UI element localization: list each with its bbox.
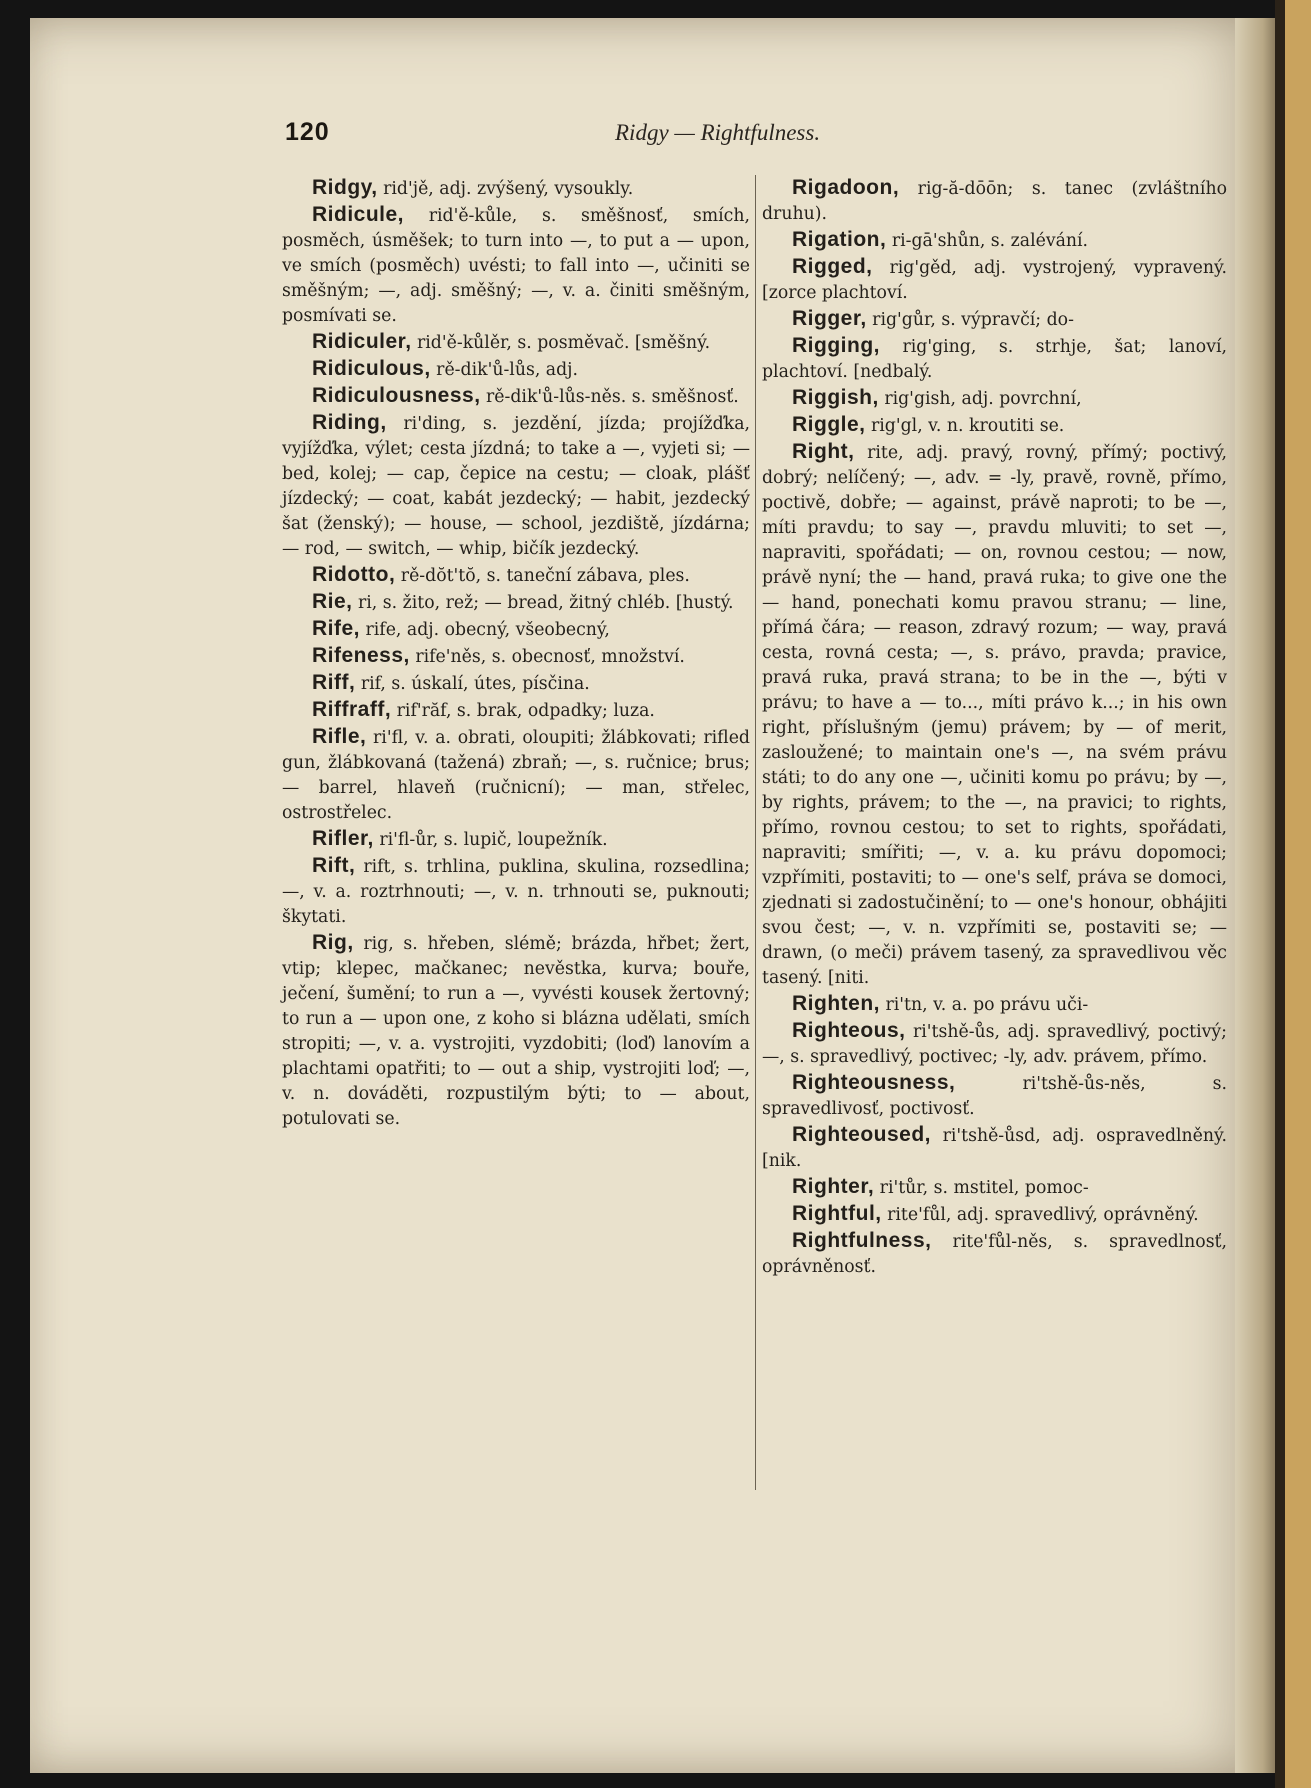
dictionary-entry [762, 439, 1227, 991]
dictionary-entry [762, 991, 1227, 1018]
entry-body: rite'fůl, adj. spravedlivý, oprávněný. [881, 1205, 1199, 1225]
headword: Ridicule, [312, 203, 405, 226]
headword: Riggish, [792, 386, 879, 409]
dictionary-entry [762, 385, 1227, 412]
dictionary-entry [762, 1122, 1227, 1174]
entry-body: rife'něs, s. obecnosť, množství. [409, 647, 685, 667]
entry-body: rig'gl, v. n. kroutiti se. [865, 416, 1065, 436]
entry-body: ri'tshě-ůsd, adj. ospravedlněný. [nik. [762, 1126, 1227, 1171]
entry-body: ri'tshě-ůs-něs, s. spravedlivosť, poctivosť. [762, 1074, 1227, 1119]
headword: Righteoused, [792, 1123, 932, 1146]
entry-body: rig'gish, adj. povrchní, [878, 389, 1082, 409]
headword: Rigadoon, [792, 176, 900, 199]
entry-body: ri'tshě-ůs, adj. spravedlivý, poctivý; —, s. spravedlivý, poctivec; -ly, adv. právem, přímo. [762, 1022, 1227, 1067]
dictionary-entry [282, 697, 750, 724]
headword: Rifler, [312, 827, 374, 850]
entry-body: rid'ě-kůle, s. směšnosť, smích, posměch, úsměšek; to turn into —, to put a — upon, ve smích (posměch) uvésti; to fall into —, učiniti se směšným; —, adj. směšný; —, v. a. činiti směšným, posmívati se. [282, 206, 750, 326]
headword: Ridgy, [312, 176, 378, 199]
dictionary-entry [282, 329, 750, 356]
headword: Riding, [312, 411, 387, 434]
dictionary-entry [282, 383, 750, 410]
headword: Rigger, [792, 307, 867, 330]
dictionary-entry [282, 562, 750, 589]
headword: Rigation, [792, 228, 887, 251]
headword: Rigged, [792, 255, 873, 278]
entry-body: ri'fl, v. a. obrati, oloupiti; žlábkovati; rifled gun, žlábkovaná (tažená) zbraň; —, s. ručnice; brus; — barrel, hlaveň (ručnicní); — man, střelec, ostrostřelec. [282, 728, 750, 823]
headword: Rigging, [792, 334, 880, 357]
dictionary-entry [282, 853, 750, 930]
dictionary-entry [282, 175, 750, 202]
entry-body: rig'gůr, s. výpravčí; do- [866, 310, 1074, 330]
dictionary-entry [282, 410, 750, 562]
entry-body: rě-dik'ů-lůs, adj. [430, 360, 579, 380]
entry-body: rid'jě, adj. zvýšený, vysoukly. [377, 179, 634, 199]
headword: Rift, [312, 854, 356, 877]
dictionary-entry [762, 254, 1227, 306]
entry-body: rif'răf, s. brak, odpadky; luza. [391, 701, 655, 721]
headword: Rifle, [312, 725, 367, 748]
entry-body: rig'gěd, adj. vystrojený, vypravený. [zorce plachtoví. [762, 258, 1227, 303]
left-column [282, 175, 750, 1132]
page-header [285, 118, 1230, 152]
dictionary-entry [762, 1018, 1227, 1070]
dictionary-entry [762, 1070, 1227, 1122]
entry-body: rife, adj. obecný, všeobecný, [360, 620, 610, 640]
entry-body: rite'fůl-něs, s. spravedlnosť, oprávněnosť. [762, 1232, 1227, 1277]
headword: Righteousness, [792, 1071, 956, 1094]
book-cover-edge [1285, 0, 1311, 1788]
dictionary-entry [282, 202, 750, 329]
headword: Rig, [312, 931, 354, 954]
dictionary-entry [282, 930, 750, 1132]
headword: Ridiculousness, [312, 384, 481, 407]
entry-body: rě-dŏt'tŏ, s. taneční zábava, ples. [395, 566, 690, 586]
headword: Riggle, [792, 413, 866, 436]
right-column [762, 175, 1227, 1280]
dictionary-entry [762, 412, 1227, 439]
dictionary-entry [282, 643, 750, 670]
dictionary-entry [282, 589, 750, 616]
dictionary-entry [282, 826, 750, 853]
entry-body: rid'ě-kůlěr, s. posměvač. [směšný. [411, 333, 711, 353]
entry-body: ri'tůr, s. mstitel, pomoc- [874, 1178, 1089, 1198]
dictionary-entry [282, 616, 750, 643]
dictionary-entry [282, 356, 750, 383]
page-curl-shadow [1235, 18, 1275, 1773]
entry-body: ri'tn, v. a. po právu uči- [880, 995, 1089, 1015]
entry-body: rite, adj. pravý, rovný, přímý; poctivý, dobrý; nelíčený; —, adv. = -ly, pravě, rovně, přímo, poctivě, dobře; — against, právě naproti; to be —, míti pravdu; to say —, pravdu mluviti; to set —, napraviti, spořádati; — on, rovnou cestou; — now, právě nyní; the — hand, pravá ruka; to give one the — hand, ponechati komu pravou stranu; — line, přímá čára; — reason, zdravý rozum; — way, pravá cesta, rovná cesta; —, s. právo, pravda; pravice, pravá ruka, pravá strana; to be in the —, býti v právu; to have a — to..., míti právo k...; in his own right, příslušným (jemu) právem; by — of merit, zasloužené; to maintain one's —, na svém právu státi; to do any one —, učiniti komu po právu; by —, by rights, právem; to the —, na pravici; to rights, přímo, rovnou cestou; to set to rights, spořádati, napraviti; smířiti; —, v. a. ku právu dopomoci; vzpřímiti, postaviti; to — one's self, práva se domoci, zjednati si zadostučinění; to — one's honour, obhájiti svou čest; —, v. n. vzpřímiti se, postaviti se; — drawn, (o meči) právem tasený, za spravedlivou věc tasený. [niti. [762, 443, 1227, 988]
dictionary-entry [762, 175, 1227, 227]
headword: Rightfulness, [792, 1229, 932, 1252]
entry-body: rig'ging, s. strhje, šat; lanoví, plachtoví. [nedbalý. [762, 337, 1227, 382]
dictionary-entry [282, 670, 750, 697]
dictionary-entry [762, 227, 1227, 254]
running-title: Ridgy — Rightfulness. [615, 120, 821, 145]
entry-body: rě-dik'ů-lůs-něs. s. směšnosť. [480, 387, 739, 407]
entry-body: ri-gā'shůn, s. zalévání. [886, 231, 1089, 251]
headword: Right, [792, 440, 855, 463]
headword: Riff, [312, 671, 356, 694]
headword: Righten, [792, 992, 880, 1015]
dictionary-entry [282, 724, 750, 826]
headword: Ridiculous, [312, 357, 431, 380]
entry-body: rig-ă-dōōn; s. tanec (zvláštního druhu). [762, 179, 1227, 224]
headword: Righter, [792, 1175, 875, 1198]
dictionary-entry [762, 1174, 1227, 1201]
entry-body: rift, s. trhlina, puklina, skulina, rozsedlina; —, v. a. roztrhnouti; —, v. n. trhnouti se, puknouti; škytati. [282, 857, 750, 927]
headword: Rifeness, [312, 644, 410, 667]
entry-body: ri, s. žito, rež; — bread, žitný chléb. [hustý. [352, 593, 734, 613]
headword: Rie, [312, 590, 353, 613]
dictionary-entry [762, 306, 1227, 333]
entry-body: ri'ding, s. jezdění, jízda; projížďka, vyjížďka, výlet; cesta jízdná; to take a —, vyjeti si; — bed, kolej; — cap, čepice na cestu; — cloak, plášť jízdecký; — coat, kabát jezdecký; — habit, jezdecký šat (ženský); — house, — school, jezdiště, jízdárna; — rod, — switch, — whip, bičík jezdecký. [282, 414, 750, 559]
headword: Ridotto, [312, 563, 396, 586]
entry-body: ri'fl-ůr, s. lupič, loupežník. [373, 830, 608, 850]
headword: Rife, [312, 617, 361, 640]
headword: Riffraff, [312, 698, 392, 721]
headword: Ridiculer, [312, 330, 412, 353]
entry-body: rif, s. úskalí, útes, písčina. [355, 674, 590, 694]
dictionary-entry [762, 333, 1227, 385]
dictionary-entry [762, 1201, 1227, 1228]
column-divider [755, 175, 756, 1490]
book-spine-shadow [1275, 0, 1285, 1788]
page-number: 120 [285, 118, 330, 146]
headword: Rightful, [792, 1202, 882, 1225]
entry-body: rig, s. hřeben, slémě; brázda, hřbet; žert, vtip; klepec, mačkanec; nevěstka, kurva; bouře, ječení, šumění; to run a —, vyvésti kousek žertovný; to run a — upon one, z koho si blázna udělati, smích stropiti; —, v. a. vystrojiti, vyzdobiti; (loď) lanovím a plachtami opatřiti; to — out a ship, vystrojiti loď; —, v. n. dováděti, rozpustilým býti; to — about, potulovati se. [282, 934, 750, 1129]
dictionary-entry [762, 1228, 1227, 1280]
headword: Righteous, [792, 1019, 906, 1042]
